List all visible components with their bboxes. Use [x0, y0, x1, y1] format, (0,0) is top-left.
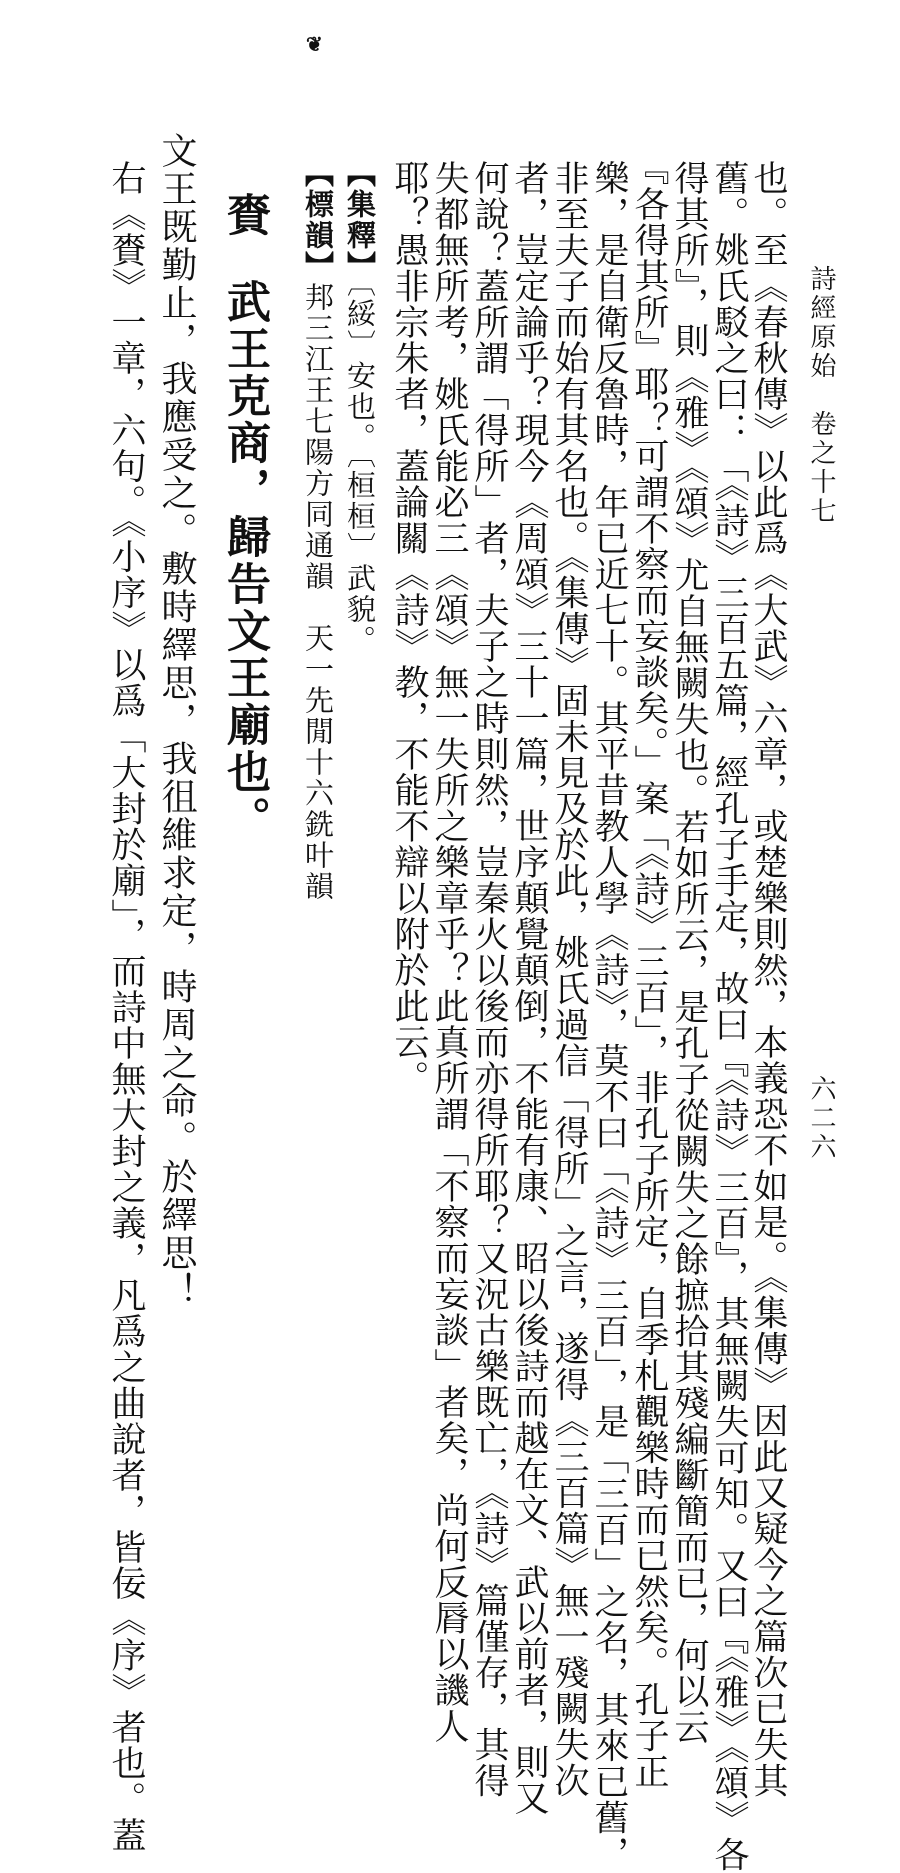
commentary-column: 樂，是自衛反魯時，年已近七十。其平昔教人學《詩》，莫不曰「《詩》三百」，是「三百」之名，其來已舊，	[589, 160, 629, 1872]
poem-text: 文王既勤止，我應受之。敷時繹思，我徂維求定，時周之命。於繹思！	[156, 132, 197, 1310]
commentary-column: 耶？愚非宗朱者，蓋論關《詩》教，不能不辯以附於此云。	[389, 160, 429, 1096]
running-header	[808, 265, 834, 526]
biaoyun-text: 邦三江王七陽方同通韻 天一先閒十六銑叶韻	[301, 282, 335, 902]
commentary-column: 者，豈定論乎？現今《周頌》三十一篇，世序顛覺顛倒，不能有康、昭以後詩而越在文、武以前者，則又	[509, 160, 549, 1816]
commentary-column: 非至夫子而始有其名也。《集傳》固未見及於此，姚氏過信「得所」之言，遂得《三百篇》無一殘闕失次	[549, 160, 589, 1799]
jishi-annotation	[343, 158, 377, 656]
ornament-mark: ❦	[306, 32, 323, 56]
biaoyun-annotation	[301, 158, 335, 902]
book-title: 詩經原始 卷之十七	[806, 265, 836, 526]
commentary-column: 舊。姚氏駁之曰：「《詩》三百五篇，經孔子手定，故曰『《詩》三百』，其無闕失可知。又曰『《雅》《頌》各	[709, 160, 749, 1873]
poem-title	[219, 192, 270, 843]
commentary-column: 失都無所考，姚氏能必三《頌》無一失所之樂章乎？此真所謂「不察而妄談」者矣，尚何反脣以譏人	[429, 160, 469, 1744]
commentary-column: 『各得其所』耶？可謂不察而妄談矣。」案「《詩》三百」，非孔子所定，自季札觀樂時而已然矣。孔子正	[629, 150, 669, 1790]
commentary-column: 右《賚》一章，六句。《小序》以爲「大封於廟」，而詩中無大封之義，凡爲之曲說者，皆佞《序》者也。蓋	[106, 160, 146, 1853]
page-number: 六二六	[806, 1075, 836, 1162]
commentary-column: 何說？蓋所謂「得所」者，夫子之時則然，豈秦火以後而亦得所耶？又況古樂既亡，《詩》篇僅存，其得	[469, 160, 509, 1799]
commentary-column: 也。至《春秋傳》以此爲《大武》六章，或楚樂則然，本義恐不如是。《集傳》因此又疑今之篇次已失其	[748, 160, 788, 1799]
poem-summary: 武王克商，歸告文王廟也。	[219, 279, 270, 843]
jishi-text: 〔綏〕安也。〔桓桓〕武貌。	[343, 282, 377, 656]
commentary-column: 得其所』，則《雅》《頌》尤自無闕失也。若如所云，是孔子從闕失之餘摭拾其殘編斷簡而已，何以云	[669, 160, 709, 1745]
poem-name: 賚	[219, 192, 270, 239]
biaoyun-label: 【標韻】	[301, 158, 335, 282]
jishi-label: 【集釋】	[343, 158, 377, 282]
